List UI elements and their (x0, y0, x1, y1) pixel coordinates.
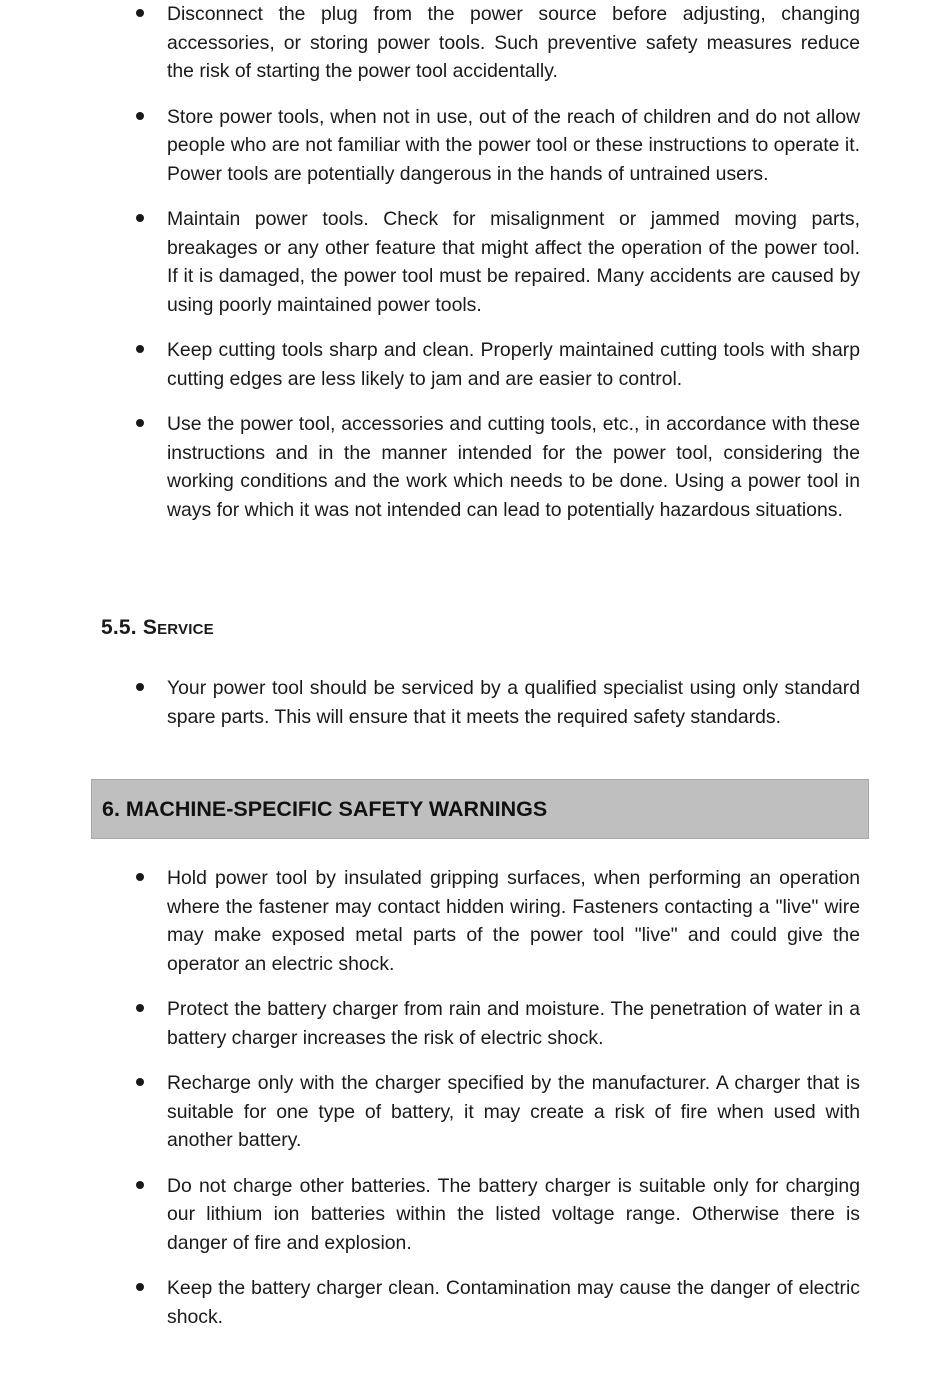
bullet-icon (136, 419, 144, 427)
safety-list-5-4 (0, 0, 950, 541)
bullet-icon (136, 1004, 144, 1012)
list-item-text: Recharge only with the charger specified by the manufacturer. A charger that is suitable for one type of battery, it may create a risk of fire when used with another battery. (167, 1072, 860, 1151)
section-6-header (91, 779, 869, 839)
list-item-text: Use the power tool, accessories and cutting tools, etc., in accordance with these instructions and in the manner intended for the power tool, considering the working conditions and the work which needs to be done. Using a power tool in ways for which it was not intended can lead to potentially hazardous situations. (167, 413, 860, 521)
list-item-text: Hold power tool by insulated gripping surfaces, when performing an operation where the fastener may contact hidden wiring. Fasteners contacting a "live" wire may make exposed metal parts of the power tool "live" and could give the operator an electric shock. (167, 867, 860, 975)
list-item (0, 864, 950, 978)
bullet-icon (136, 345, 144, 353)
bullet-icon (136, 1181, 144, 1189)
list-item (0, 410, 950, 524)
bullet-icon (136, 873, 144, 881)
service-list (0, 674, 950, 748)
list-item (0, 674, 950, 731)
list-item (0, 1069, 950, 1155)
list-item (0, 995, 950, 1052)
list-item (0, 1172, 950, 1258)
list-item-text: Keep cutting tools sharp and clean. Properly maintained cutting tools with sharp cutting edges are less likely to jam and are easier to control. (167, 339, 860, 390)
bullet-icon (136, 1078, 144, 1086)
list-item-text: Disconnect the plug from the power source before adjusting, changing accessories, or storing power tools. Such preventive safety measures reduce the risk of starting the power tool accidentally. (167, 3, 860, 82)
section-5-5-heading: 5.5. Service (101, 616, 214, 639)
list-item-text: Maintain power tools. Check for misalignment or jammed moving parts, breakages or any other feature that might affect the operation of the power tool. If it is damaged, the power tool must be repaired. Many accidents are caused by using poorly maintained power tools. (167, 208, 860, 316)
list-item (0, 336, 950, 393)
list-item-text: Do not charge other batteries. The battery charger is suitable only for charging our lithium ion batteries within the listed voltage range. Otherwise there is danger of fire and explosion. (167, 1174, 860, 1254)
list-item-text: Your power tool should be serviced by a qualified specialist using only standard spare parts. This will ensure that it meets the required safety standards. (167, 677, 860, 728)
bullet-icon (136, 1283, 144, 1291)
machine-safety-list (0, 864, 950, 1348)
bullet-icon (136, 9, 144, 17)
list-item-text: Protect the battery charger from rain and moisture. The penetration of water in a battery charger increases the risk of electric shock. (167, 998, 860, 1049)
list-item-text: Store power tools, when not in use, out of the reach of children and do not allow people who are not familiar with the power tool or these instructions to operate it. Power tools are potentially dangerous in the hands of untrained users. (167, 105, 860, 185)
list-item (0, 0, 950, 86)
section-6-title: 6. MACHINE-SPECIFIC SAFETY WARNINGS (102, 797, 548, 821)
bullet-icon (136, 683, 144, 691)
list-item (0, 205, 950, 319)
list-item-text: Keep the battery charger clean. Contamination may cause the danger of electric shock. (167, 1277, 860, 1328)
bullet-icon (136, 214, 144, 222)
bullet-icon (136, 112, 144, 120)
list-item (0, 1274, 950, 1331)
list-item (0, 103, 950, 189)
